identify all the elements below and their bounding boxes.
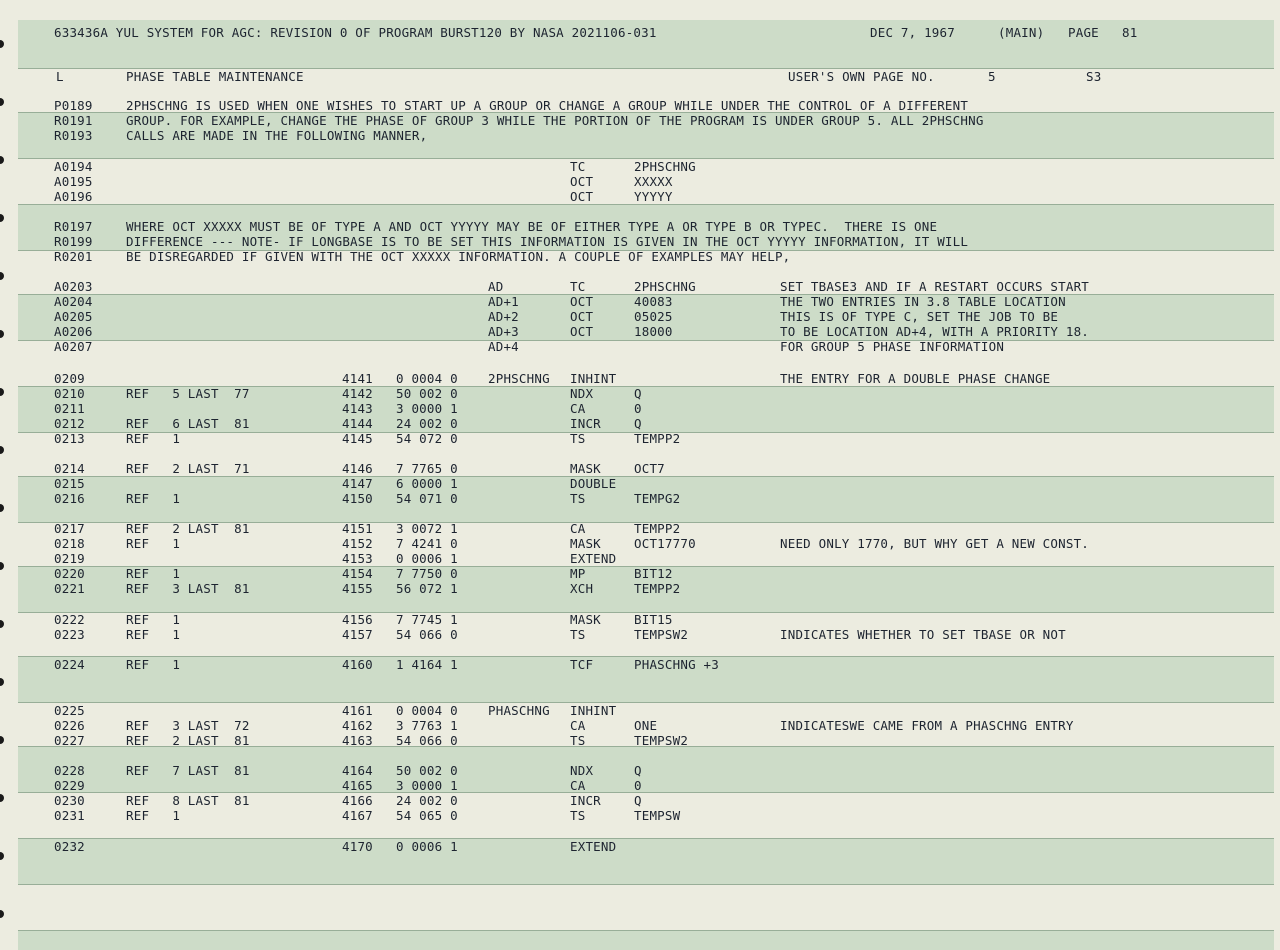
line-addr: 4152 <box>342 536 373 551</box>
line-word: 24 002 0 <box>396 793 458 808</box>
line-operand: XXXXX <box>634 174 673 189</box>
line-id: R0199 <box>54 234 93 249</box>
line-addr: 4150 <box>342 491 373 506</box>
header-page-number: 81 <box>1122 25 1138 40</box>
line-word: 7 7750 0 <box>396 566 458 581</box>
header-title: 633436A YUL SYSTEM FOR AGC: REVISION 0 OF PROGRAM BURST120 BY NASA 2021106-031 <box>54 25 657 40</box>
line-text: GROUP. FOR EXAMPLE, CHANGE THE PHASE OF GROUP 3 WHILE THE PORTION OF THE PROGRAM IS UNDER GROUP 5. ALL 2PHSCHNG <box>126 113 984 128</box>
line-addr: 4154 <box>342 566 373 581</box>
line-op: OCT <box>570 294 594 309</box>
line-addr: 4143 <box>342 401 373 416</box>
line-word: 50 002 0 <box>396 386 458 401</box>
line-word: 0 0006 1 <box>396 839 458 854</box>
line-word: 24 002 0 <box>396 416 458 431</box>
line-operand: 40083 <box>634 294 673 309</box>
line-op: INCR <box>570 416 601 431</box>
rule-line <box>18 838 1274 839</box>
line-text: 2PHSCHNG IS USED WHEN ONE WISHES TO START UP A GROUP OR CHANGE A GROUP WHILE UNDER THE CONTROL OF A DIFFERENT <box>126 98 969 113</box>
line-op: CA <box>570 718 586 733</box>
line-addr: 4151 <box>342 521 373 536</box>
line-ref: REF 2 LAST 81 <box>126 733 250 748</box>
line-comment: THE TWO ENTRIES IN 3.8 TABLE LOCATION <box>780 294 1066 309</box>
line-id: 0216 <box>54 491 85 506</box>
listing-sheet <box>18 0 1274 948</box>
line-ref: REF 1 <box>126 612 181 627</box>
line-id: 0212 <box>54 416 85 431</box>
line-addr: 4170 <box>342 839 373 854</box>
line-operand: 2PHSCHNG <box>634 279 696 294</box>
line-text: CALLS ARE MADE IN THE FOLLOWING MANNER, <box>126 128 428 143</box>
rule-line <box>18 476 1274 477</box>
line-op: MASK <box>570 536 601 551</box>
line-operand: 0 <box>634 778 642 793</box>
line-word: 7 7745 1 <box>396 612 458 627</box>
line-addr: 4164 <box>342 763 373 778</box>
line-operand: 05025 <box>634 309 673 324</box>
line-addr: 4146 <box>342 461 373 476</box>
line-label: AD+3 <box>488 324 519 339</box>
line-id: P0189 <box>54 98 93 113</box>
line-op: INHINT <box>570 371 617 386</box>
rule-line <box>18 340 1274 341</box>
line-addr: 4144 <box>342 416 373 431</box>
line-word: 54 065 0 <box>396 808 458 823</box>
line-id: 0228 <box>54 763 85 778</box>
line-id: A0205 <box>54 309 93 324</box>
line-op: NDX <box>570 386 594 401</box>
line-operand: Q <box>634 386 642 401</box>
line-id: 0223 <box>54 627 85 642</box>
line-id: A0204 <box>54 294 93 309</box>
line-operand: TEMPP2 <box>634 521 681 536</box>
line-word: 54 071 0 <box>396 491 458 506</box>
line-word: 1 4164 1 <box>396 657 458 672</box>
line-ref: REF 3 LAST 72 <box>126 718 250 733</box>
line-id: 0215 <box>54 476 85 491</box>
line-id: R0191 <box>54 113 93 128</box>
green-bar <box>18 838 1274 884</box>
line-addr: 4161 <box>342 703 373 718</box>
line-id: 0222 <box>54 612 85 627</box>
line-ref: REF 1 <box>126 566 181 581</box>
line-operand: BIT15 <box>634 612 673 627</box>
line-id: 0217 <box>54 521 85 536</box>
line-addr: 4162 <box>342 718 373 733</box>
line-operand: YYYYY <box>634 189 673 204</box>
line-op: OCT <box>570 324 594 339</box>
line-operand: Q <box>634 763 642 778</box>
line-operand: 2PHSCHNG <box>634 159 696 174</box>
line-comment: THE ENTRY FOR A DOUBLE PHASE CHANGE <box>780 371 1051 386</box>
line-op: NDX <box>570 763 594 778</box>
rule-line <box>18 204 1274 205</box>
green-bar <box>18 930 1274 950</box>
line-id: 0220 <box>54 566 85 581</box>
line-addr: 4147 <box>342 476 373 491</box>
line-ref: REF 6 LAST 81 <box>126 416 250 431</box>
line-operand: 18000 <box>634 324 673 339</box>
line-word: 56 072 1 <box>396 581 458 596</box>
line-id: 0232 <box>54 839 85 854</box>
line-id: A0206 <box>54 324 93 339</box>
line-operand: PHASCHNG +3 <box>634 657 719 672</box>
line-op: TS <box>570 491 586 506</box>
line-operand: TEMPP2 <box>634 581 681 596</box>
line-label: AD+1 <box>488 294 519 309</box>
header-page-label: PAGE <box>1068 25 1099 40</box>
line-addr: 4142 <box>342 386 373 401</box>
line-comment: NEED ONLY 1770, BUT WHY GET A NEW CONST. <box>780 536 1090 551</box>
line-word: 50 002 0 <box>396 763 458 778</box>
line-comment: THIS IS OF TYPE C, SET THE JOB TO BE <box>780 309 1059 324</box>
line-op: DOUBLE <box>570 476 617 491</box>
line-addr: 4163 <box>342 733 373 748</box>
line-operand: TEMPG2 <box>634 491 681 506</box>
rule-line <box>18 702 1274 703</box>
line-ref: REF 7 LAST 81 <box>126 763 250 778</box>
line-word: 0 0004 0 <box>396 371 458 386</box>
line-operand: Q <box>634 793 642 808</box>
line-addr: 4155 <box>342 581 373 596</box>
line-word: 54 072 0 <box>396 431 458 446</box>
line-addr: 4156 <box>342 612 373 627</box>
line-id: R0193 <box>54 128 93 143</box>
line-op: CA <box>570 778 586 793</box>
line-op: OCT <box>570 309 594 324</box>
line-id: A0194 <box>54 159 93 174</box>
line-operand: BIT12 <box>634 566 673 581</box>
line-label: PHASCHNG <box>488 703 550 718</box>
line-comment: INDICATESWE CAME FROM A PHASCHNG ENTRY <box>780 718 1074 733</box>
line-label: 2PHSCHNG <box>488 371 550 386</box>
line-operand: 0 <box>634 401 642 416</box>
line-id: R0201 <box>54 249 93 264</box>
line-word: 7 7765 0 <box>396 461 458 476</box>
line-op: XCH <box>570 581 594 596</box>
line-comment: FOR GROUP 5 PHASE INFORMATION <box>780 339 1005 354</box>
line-id: A0196 <box>54 189 93 204</box>
line-ref: REF 1 <box>126 491 181 506</box>
line-word: 0 0006 1 <box>396 551 458 566</box>
line-ref: REF 1 <box>126 627 181 642</box>
line-op: OCT <box>570 174 594 189</box>
line-ref: REF 1 <box>126 536 181 551</box>
line-comment: INDICATES WHETHER TO SET TBASE OR NOT <box>780 627 1066 642</box>
line-word: 54 066 0 <box>396 733 458 748</box>
line-ref: REF 3 LAST 81 <box>126 581 250 596</box>
line-addr: 4157 <box>342 627 373 642</box>
line-ref: REF 1 <box>126 808 181 823</box>
line-op: EXTEND <box>570 839 617 854</box>
subheader-code: S3 <box>1086 69 1102 84</box>
line-comment: TO BE LOCATION AD+4, WITH A PRIORITY 18. <box>780 324 1090 339</box>
line-operand: ONE <box>634 718 658 733</box>
line-id: 0214 <box>54 461 85 476</box>
line-op: MASK <box>570 461 601 476</box>
line-operand: TEMPSW2 <box>634 627 689 642</box>
line-ref: REF 1 <box>126 431 181 446</box>
line-op: TS <box>570 733 586 748</box>
line-op: TS <box>570 431 586 446</box>
line-addr: 4160 <box>342 657 373 672</box>
line-id: 0221 <box>54 581 85 596</box>
line-word: 3 0000 1 <box>396 401 458 416</box>
line-op: OCT <box>570 189 594 204</box>
line-id: R0197 <box>54 219 93 234</box>
section-title: PHASE TABLE MAINTENANCE <box>126 69 304 84</box>
line-id: 0211 <box>54 401 85 416</box>
line-comment: SET TBASE3 AND IF A RESTART OCCURS START <box>780 279 1090 294</box>
line-addr: 4166 <box>342 793 373 808</box>
line-ref: REF 2 LAST 71 <box>126 461 250 476</box>
rule-line <box>18 930 1274 931</box>
line-op: TC <box>570 279 586 294</box>
line-id: 0210 <box>54 386 85 401</box>
line-operand: TEMPSW2 <box>634 733 689 748</box>
line-addr: 4167 <box>342 808 373 823</box>
line-addr: 4141 <box>342 371 373 386</box>
users-page-number: 5 <box>988 69 996 84</box>
line-op: TS <box>570 808 586 823</box>
line-text: WHERE OCT XXXXX MUST BE OF TYPE A AND OCT YYYYY MAY BE OF EITHER TYPE A OR TYPE B OR TYPEC. THERE IS ONE <box>126 219 938 234</box>
line-word: 0 0004 0 <box>396 703 458 718</box>
line-ref: REF 2 LAST 81 <box>126 521 250 536</box>
header-section: (MAIN) <box>998 25 1045 40</box>
line-id: 0230 <box>54 793 85 808</box>
line-word: 7 4241 0 <box>396 536 458 551</box>
line-id: 0209 <box>54 371 85 386</box>
line-text: BE DISREGARDED IF GIVEN WITH THE OCT XXXXX INFORMATION. A COUPLE OF EXAMPLES MAY HELP, <box>126 249 791 264</box>
line-id: 0226 <box>54 718 85 733</box>
line-word: 3 0072 1 <box>396 521 458 536</box>
line-label: AD+4 <box>488 339 519 354</box>
line-id: 0231 <box>54 808 85 823</box>
line-word: 54 066 0 <box>396 627 458 642</box>
line-id: 0229 <box>54 778 85 793</box>
line-addr: 4153 <box>342 551 373 566</box>
line-word: 3 7763 1 <box>396 718 458 733</box>
line-addr: 4165 <box>342 778 373 793</box>
line-ref: REF 8 LAST 81 <box>126 793 250 808</box>
line-op: MP <box>570 566 586 581</box>
line-id: A0203 <box>54 279 93 294</box>
line-op: INHINT <box>570 703 617 718</box>
line-addr: 4145 <box>342 431 373 446</box>
log-code: L <box>56 69 64 84</box>
line-op: EXTEND <box>570 551 617 566</box>
line-operand: OCT17770 <box>634 536 696 551</box>
line-text: DIFFERENCE --- NOTE- IF LONGBASE IS TO BE SET THIS INFORMATION IS GIVEN IN THE OCT YYYYY INFORMATION, IT WILL <box>126 234 969 249</box>
line-op: TS <box>570 627 586 642</box>
line-id: 0227 <box>54 733 85 748</box>
line-ref: REF 1 <box>126 657 181 672</box>
line-operand: Q <box>634 416 642 431</box>
line-id: 0225 <box>54 703 85 718</box>
line-label: AD+2 <box>488 309 519 324</box>
line-id: A0195 <box>54 174 93 189</box>
line-word: 6 0000 1 <box>396 476 458 491</box>
line-id: 0224 <box>54 657 85 672</box>
line-operand: TEMPSW <box>634 808 681 823</box>
line-ref: REF 5 LAST 77 <box>126 386 250 401</box>
users-page-label: USER'S OWN PAGE NO. <box>788 69 935 84</box>
header-date: DEC 7, 1967 <box>870 25 955 40</box>
line-operand: OCT7 <box>634 461 665 476</box>
line-id: A0207 <box>54 339 93 354</box>
line-op: TC <box>570 159 586 174</box>
line-id: 0213 <box>54 431 85 446</box>
line-operand: TEMPP2 <box>634 431 681 446</box>
rule-line <box>18 884 1274 885</box>
line-op: CA <box>570 521 586 536</box>
line-op: INCR <box>570 793 601 808</box>
line-word: 3 0000 1 <box>396 778 458 793</box>
line-op: MASK <box>570 612 601 627</box>
line-op: CA <box>570 401 586 416</box>
line-op: TCF <box>570 657 594 672</box>
line-id: 0219 <box>54 551 85 566</box>
line-label: AD <box>488 279 504 294</box>
line-id: 0218 <box>54 536 85 551</box>
